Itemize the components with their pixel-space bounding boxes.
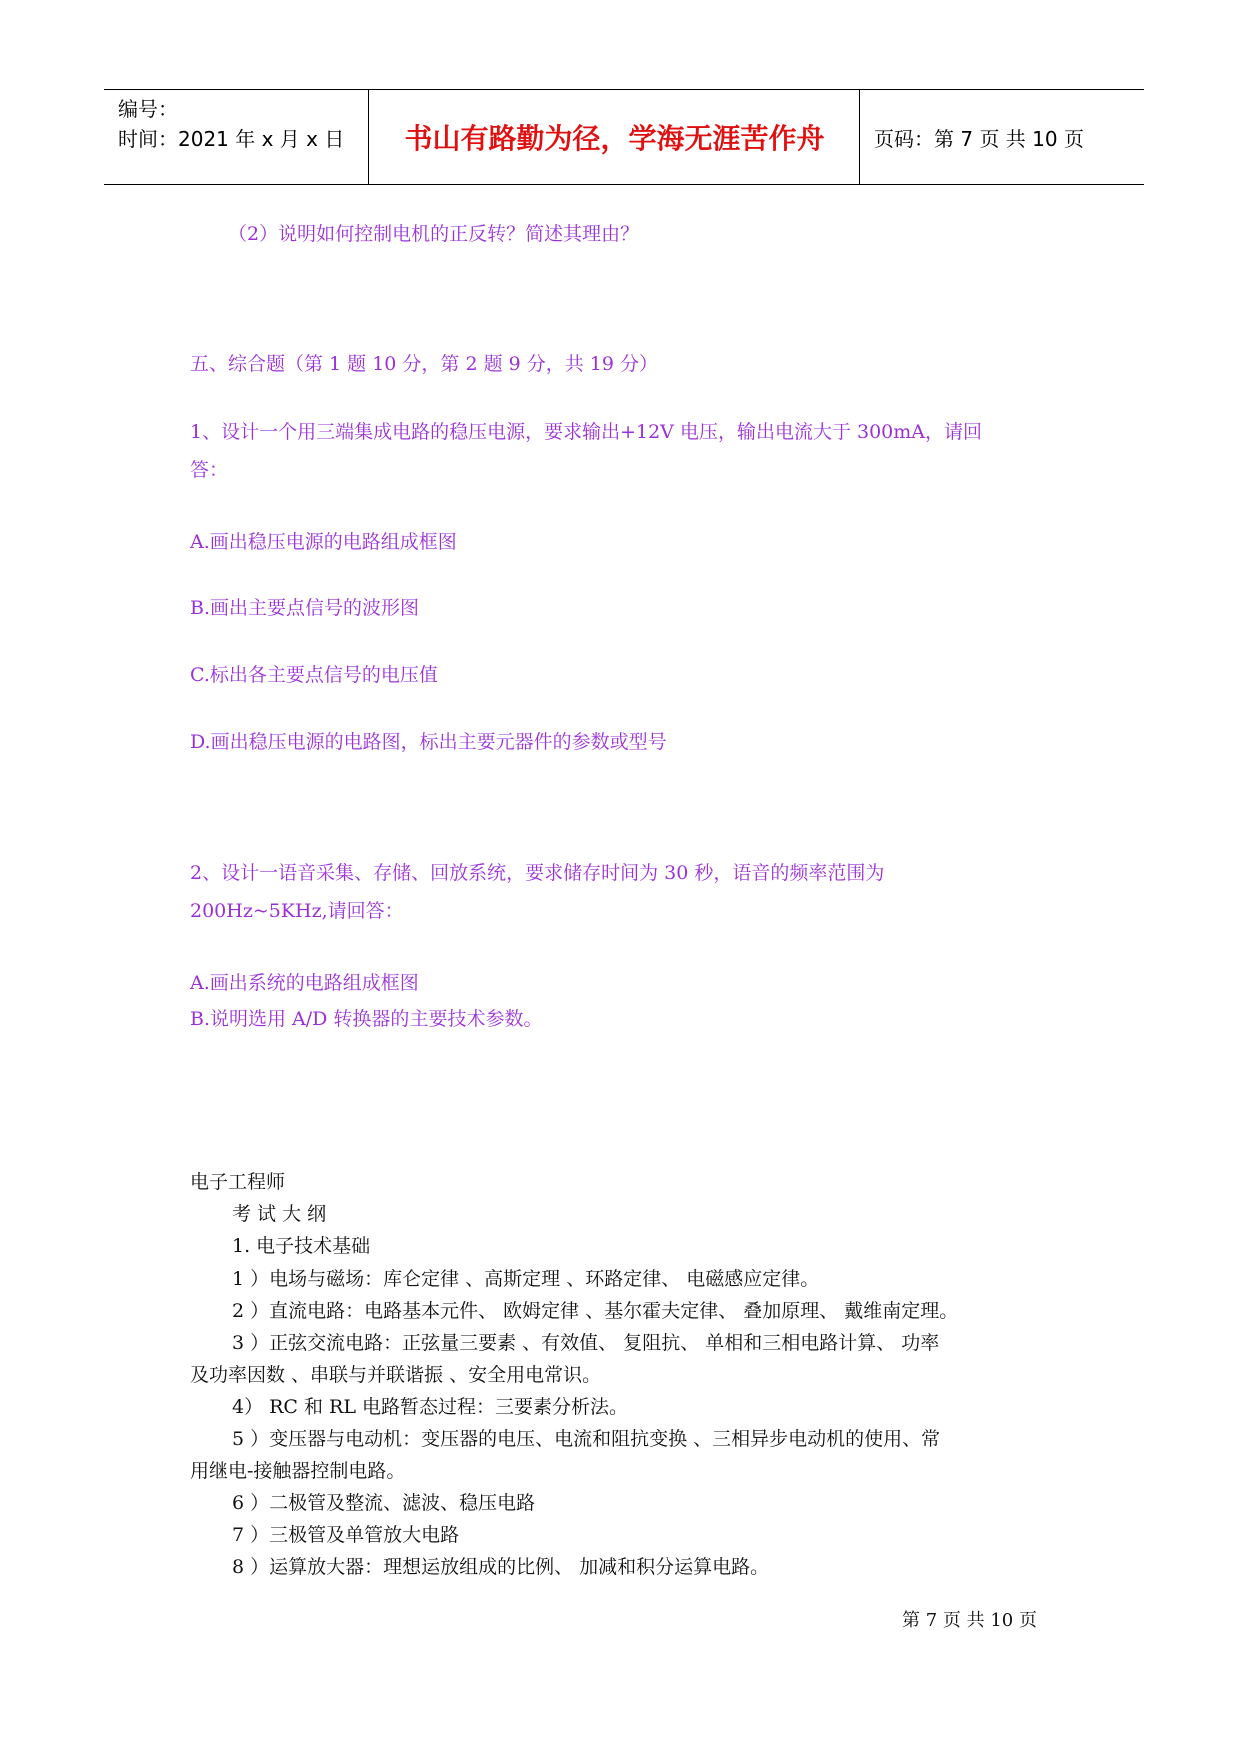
question-1-text-continued: 答： (190, 459, 229, 481)
header-divider (859, 90, 860, 184)
syllabus-item: 7 ）三极管及单管放大电路 (232, 1524, 460, 1546)
header-motto: 书山有路勤为径，学海无涯苦作舟 (404, 122, 825, 155)
section-5-title: 五、综合题（第 1 题 10 分，第 2 题 9 分，共 19 分） (190, 353, 659, 375)
header-divider (368, 90, 369, 184)
question-1-item-c: C.标出各主要点信号的电压值 (190, 664, 438, 686)
syllabus-item: 8 ）运算放大器：理想运放组成的比例、 加减和积分运算电路。 (232, 1556, 770, 1578)
syllabus-item: 1 ）电场与磁场：库仑定律 、高斯定理 、环路定律、 电磁感应定律。 (232, 1268, 820, 1290)
question-2-text: 2、设计一语音采集、存储、回放系统，要求储存时间为 30 秒，语音的频率范围为 (190, 862, 885, 884)
syllabus-title: 电子工程师 (190, 1171, 286, 1193)
document-number-label: 编号： (118, 97, 178, 121)
question-2-text-continued: 200Hz~5KHz,请回答： (190, 900, 404, 922)
page-header (104, 89, 1144, 185)
question-2-item-b: B.说明选用 A/D 转换器的主要技术参数。 (190, 1008, 543, 1030)
syllabus-section-1: 1. 电子技术基础 (232, 1235, 371, 1257)
syllabus-subtitle: 考 试 大 纲 (232, 1203, 327, 1225)
question-1-item-b: B.画出主要点信号的波形图 (190, 597, 420, 619)
syllabus-item: 3 ）正弦交流电路：正弦量三要素 、有效值、 复阻抗、 单相和三相电路计算、 功率 (232, 1332, 940, 1354)
syllabus-item: 5 ）变压器与电动机：变压器的电压、电流和阻抗变换 、三相异步电动机的使用、常 (232, 1428, 941, 1450)
question-1-item-d: D.画出稳压电源的电路图，标出主要元器件的参数或型号 (190, 731, 667, 753)
header-meta (118, 94, 358, 154)
question-2-item-a: A.画出系统的电路组成框图 (190, 972, 419, 994)
syllabus-item: 2 ）直流电路：电路基本元件、 欧姆定律 、基尔霍夫定律、 叠加原理、 戴维南定理。 (232, 1300, 959, 1322)
document-time-label: 时间：2021 年 x 月 x 日 (118, 127, 345, 151)
question-4-part-2: （2）说明如何控制电机的正反转？简述其理由？ (228, 223, 640, 245)
page-footer-number: 第 7 页 共 10 页 (902, 1610, 1037, 1631)
header-page-number: 页码：第 7 页 共 10 页 (874, 126, 1084, 151)
question-1-text: 1、设计一个用三端集成电路的稳压电源，要求输出+12V 电压，输出电流大于 300mA，请回 (190, 421, 982, 443)
syllabus-item-continued: 用继电-接触器控制电路。 (190, 1460, 406, 1482)
syllabus-item: 6 ）二极管及整流、滤波、稳压电路 (232, 1492, 536, 1514)
syllabus-item: 4） RC 和 RL 电路暂态过程：三要素分析法。 (232, 1396, 629, 1418)
syllabus-item-continued: 及功率因数 、串联与并联谐振 、安全用电常识。 (190, 1364, 602, 1386)
question-1-item-a: A.画出稳压电源的电路组成框图 (190, 531, 457, 553)
